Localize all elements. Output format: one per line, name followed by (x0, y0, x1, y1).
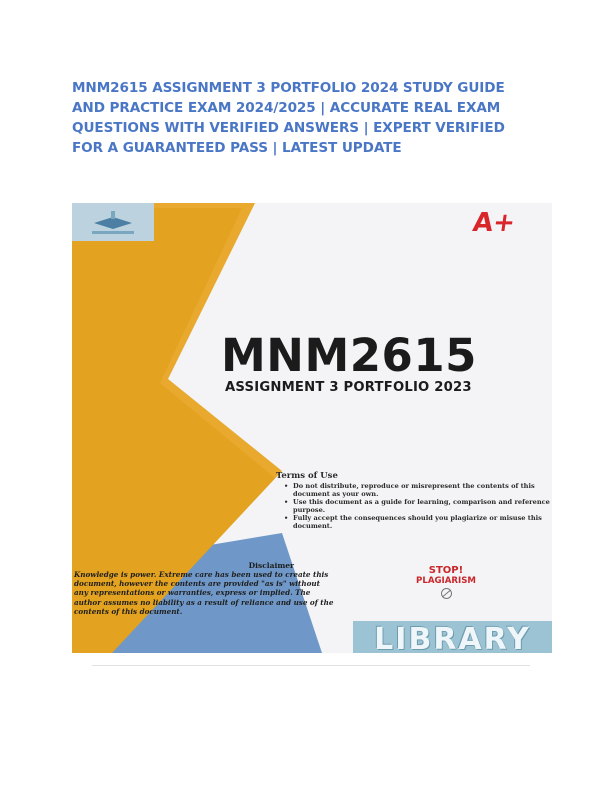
library-label: LIBRARY (374, 621, 531, 653)
title-line: QUESTIONS WITH VERIFIED ANSWERS | EXPERT VERIFIED (72, 120, 505, 136)
terms-item: • Fully accept the consequences should you plagiarize or misuse this document. (284, 514, 551, 530)
disclaimer (72, 561, 334, 616)
stamp-line1: STOP! (428, 565, 464, 576)
terms-item: • Use this document as a guide for learning, comparison and reference purpose. (284, 498, 551, 514)
disclaimer-text: Knowledge is power. Extreme care has been used to create this document, however the contents are provided "as is" without any representations or warranties, express or implied. The author assumes no liability as a result of reliance and use of the contents of this document. (74, 570, 334, 616)
course-code: MNM2615 (221, 329, 477, 382)
disclaimer-heading: Disclaimer (248, 561, 294, 570)
cover-subtitle: ASSIGNMENT 3 PORTFOLIO 2023 (225, 380, 472, 395)
title-line: FOR A GUARANTEED PASS | LATEST UPDATE (72, 140, 402, 156)
library-banner (353, 621, 552, 653)
logo-icon (72, 203, 154, 241)
cover-image (72, 203, 552, 653)
title-line: MNM2615 ASSIGNMENT 3 PORTFOLIO 2024 STUDY GUIDE (72, 80, 505, 96)
grade-badge: A+ (470, 208, 518, 238)
divider (92, 665, 530, 666)
no-sign-icon (441, 588, 452, 599)
document-title (72, 78, 542, 158)
plagiarism-stamp (398, 566, 494, 599)
stamp-line2: PLAGIARISM (416, 576, 476, 586)
terms-list (276, 482, 551, 530)
terms-item: • Do not distribute, reproduce or misrepresent the contents of this document as your own. (284, 482, 551, 498)
title-line: AND PRACTICE EXAM 2024/2025 | ACCURATE REAL EXAM (72, 100, 501, 116)
terms-heading: Terms of Use (276, 471, 338, 481)
terms-of-use (276, 471, 551, 530)
